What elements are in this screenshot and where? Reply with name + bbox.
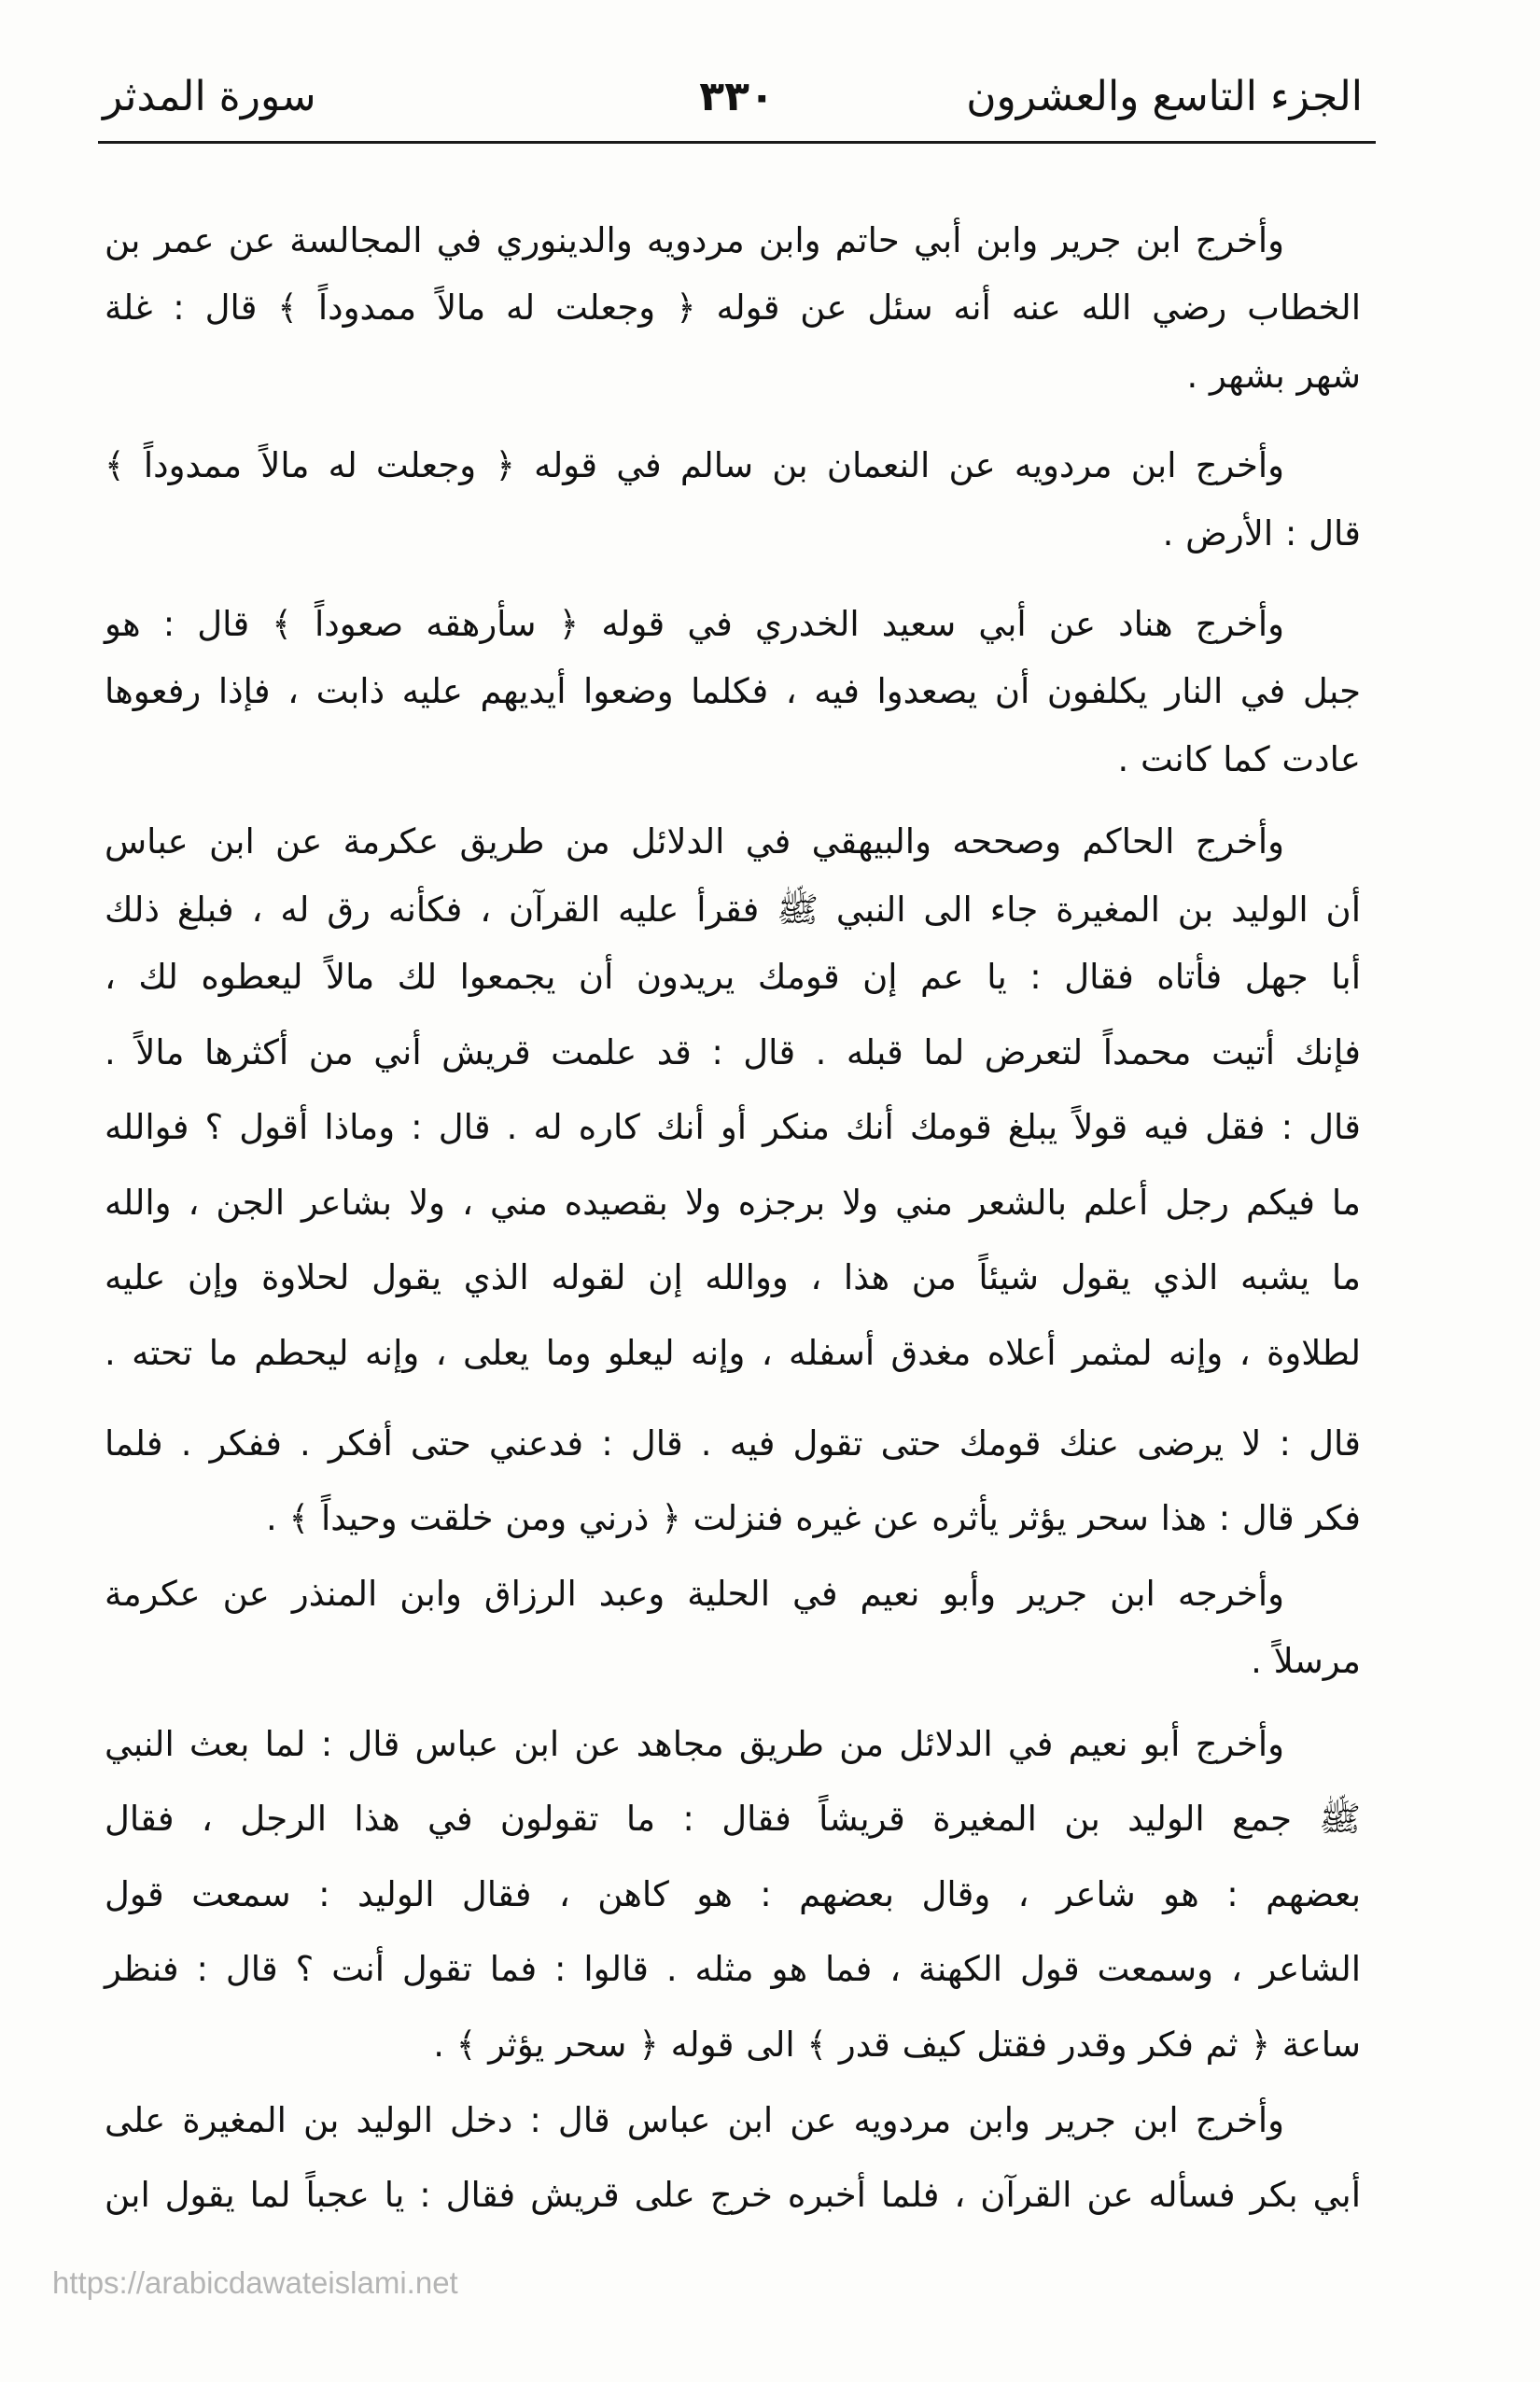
text-line: وأخرج هناد عن أبي سعيد الخدري في قوله ﴿ سأرهقه صعوداً ﴾ قال : هو [105,604,1284,644]
text-line: لطلاوة ، وإنه لمثمر أعلاه مغدق أسفله ، وإنه ليعلو وما يعلى ، وإنه ليحطم ما تحته . [105,1333,1361,1373]
page-number: ٣٣٠ [699,73,775,120]
text-line: قال : فقل فيه قولاً يبلغ قومك أنك منكر أو أنك كاره له . قال : وماذا أقول ؟ فوالله [105,1107,1361,1147]
text-line: أن الوليد بن المغيرة جاء الى النبي ﷺ فقرأ عليه القرآن ، فكأنه رق له ، فبلغ ذلك [105,890,1361,930]
text-line: أبي بكر فسأله عن القرآن ، فلما أخبره خرج على قريش فقال : يا عجباً لما يقول ابن [105,2175,1361,2215]
text-line: ما فيكم رجل أعلم بالشعر مني ولا برجزه ولا بقصيده مني ، ولا بشاعر الجن ، والله [105,1183,1361,1223]
text-line: وأخرج ابن مردويه عن النعمان بن سالم في قوله ﴿ وجعلت له مالاً ممدوداً ﴾ [105,445,1284,485]
text-line: وأخرج ابن جرير وابن مردويه عن ابن عباس قال : دخل الوليد بن المغيرة على [105,2100,1284,2140]
text-line: وأخرج ابن جرير وابن أبي حاتم وابن مردويه والدينوري في المجالسة عن عمر بن [105,220,1284,260]
text-line: عادت كما كانت . [1117,739,1361,779]
text-line: ساعة ﴿ ثم فكر وقدر فقتل كيف قدر ﴾ الى قوله ﴿ سحر يؤثر ﴾ . [433,2025,1361,2065]
text-line: وأخرج الحاكم وصححه والبيهقي في الدلائل من طريق عكرمة عن ابن عباس [105,821,1284,862]
text-line: قال : الأرض . [1162,513,1361,553]
text-line: بعضهم : هو شاعر ، وقال بعضهم : هو كاهن ، فقال الوليد : سمعت قول [105,1874,1361,1914]
text-line: فإنك أتيت محمداً لتعرض لما قبله . قال : قد علمت قريش أني من أكثرها مالاً . [105,1032,1361,1072]
text-line: أبا جهل فأتاه فقال : يا عم إن قومك يريدون أن يجمعوا لك مالاً ليعطوه لك ، [105,957,1361,997]
text-line: وأخرجه ابن جرير وأبو نعيم في الحلية وعبد الرزاق وابن المنذر عن عكرمة [105,1574,1284,1614]
text-line: مرسلاً . [1251,1641,1361,1681]
text-line: قال : لا يرضى عنك قومك حتى تقول فيه . قال : فدعني حتى أفكر . ففكر . فلما [105,1423,1361,1464]
text-line: فكر قال : هذا سحر يؤثر يأثره عن غيره فنزلت ﴿ ذرني ومن خلقت وحيداً ﴾ . [266,1498,1361,1538]
text-line: الخطاب رضي الله عنه أنه سئل عن قوله ﴿ وجعلت له مالاً ممدوداً ﴾ قال : غلة [105,287,1361,328]
running-head [98,67,1376,127]
surah-title: سورة المدثر [103,73,316,120]
part-title: الجزء التاسع والعشرون [966,73,1363,120]
text-line: شهر بشهر . [1186,356,1361,396]
text-line: الشاعر ، وسمعت قول الكهنة ، فما هو مثله . قالوا : فما تقول أنت ؟ قال : فنظر [105,1949,1361,1989]
watermark-url: https://arabicdawateislami.net [52,2265,458,2300]
header-rule [98,141,1376,144]
text-line: جبل في النار يكلفون أن يصعدوا فيه ، فكلما وضعوا أيديهم عليه ذابت ، فإذا رفعوها [105,671,1361,711]
text-line: ﷺ جمع الوليد بن المغيرة قريشاً فقال : ما تقولون في هذا الرجل ، فقال [105,1799,1361,1839]
text-line: ما يشبه الذي يقول شيئاً من هذا ، ووالله إن لقوله الذي يقول لحلاوة وإن عليه [105,1257,1361,1297]
text-line: وأخرج أبو نعيم في الدلائل من طريق مجاهد عن ابن عباس قال : لما بعث النبي [105,1724,1284,1764]
